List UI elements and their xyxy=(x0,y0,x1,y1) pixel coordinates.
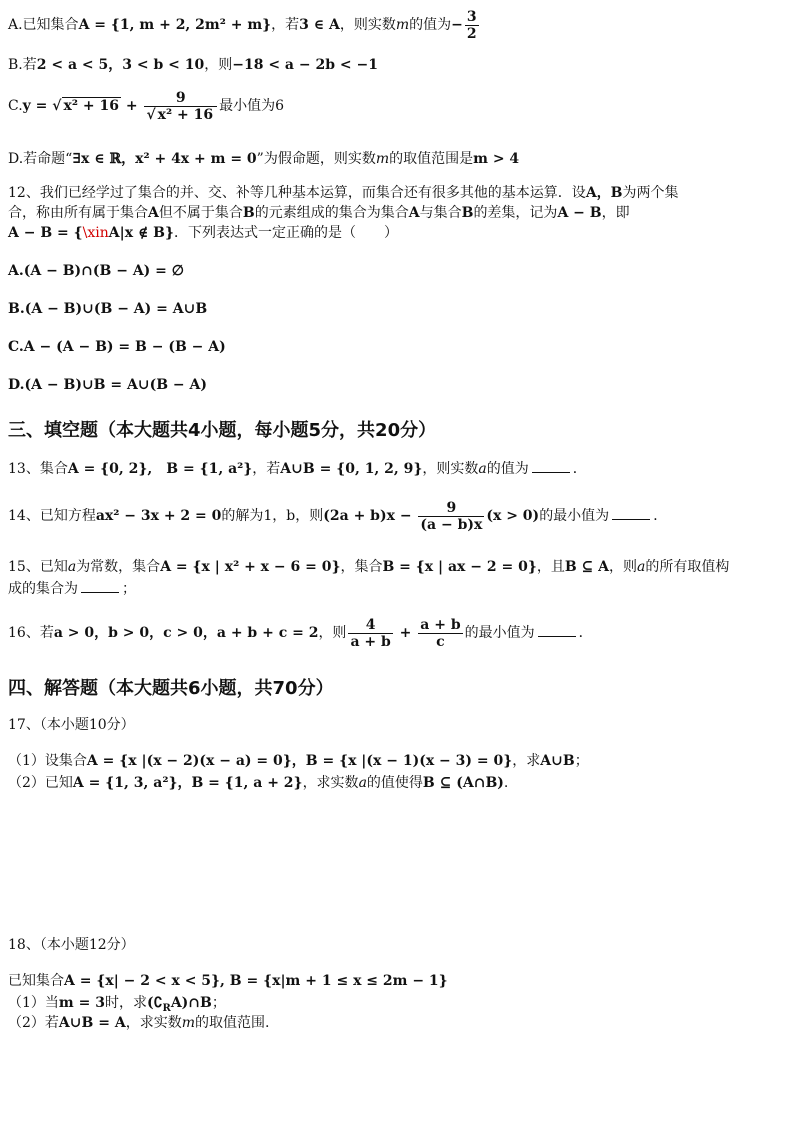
math: a > 0，b > 0，c > 0，a + b + c = 2 xyxy=(53,625,319,641)
text: （1）设集合 xyxy=(8,753,87,769)
numerator: a + b xyxy=(420,616,461,633)
q14 xyxy=(8,494,667,538)
math: B xyxy=(461,205,474,221)
text: （1）当 xyxy=(8,995,59,1011)
math: A xyxy=(148,205,159,221)
q12-line-3 xyxy=(8,224,398,242)
math: A = {x | x² + x − 6 = 0} xyxy=(160,559,341,575)
q12-option-b: B.(A − B)∪(B − A) = A∪B xyxy=(8,301,208,317)
q18-part-2 xyxy=(8,1014,269,1032)
math: m xyxy=(375,151,390,167)
denominator: 2 xyxy=(466,25,477,42)
fraction xyxy=(418,617,462,650)
fraction xyxy=(465,9,479,42)
math: A = {x| − 2 < x < 5}, B = {x|m + 1 ≤ x ≤ 2m − 1} xyxy=(64,973,448,989)
q18-given xyxy=(8,972,448,990)
text: 13、集合 xyxy=(8,461,68,477)
text: 15、已知 xyxy=(8,559,68,575)
numerator: 9 xyxy=(144,90,217,107)
math: 2 < a < 5，3 < b < 10 xyxy=(36,57,205,73)
math: (∁ xyxy=(146,995,163,1011)
math: m > 4 xyxy=(473,151,520,167)
math: ∃x ∈ ℝ，x² + 4x + m = 0 xyxy=(72,151,257,167)
text: 的值为 xyxy=(409,17,452,33)
sqrt-sign: √ xyxy=(52,98,62,114)
math: A = {1, m + 2, 2m² + m} xyxy=(78,17,272,33)
math: B xyxy=(242,205,255,221)
math: −18 < a − 2b < −1 xyxy=(232,57,378,73)
numerator: 4 xyxy=(348,617,392,634)
math: a xyxy=(67,559,77,575)
math: A∪B xyxy=(540,753,575,769)
q16 xyxy=(8,612,593,654)
fraction xyxy=(418,500,484,533)
text: ，且 xyxy=(536,559,565,575)
text: 16、若 xyxy=(8,625,54,641)
denominator: c xyxy=(436,633,445,650)
text: 但不属于集合 xyxy=(158,205,243,221)
q11-option-d xyxy=(8,150,519,168)
math: a xyxy=(637,559,646,575)
text: 的差集，记为 xyxy=(473,205,558,221)
text: ，则 xyxy=(204,57,233,73)
text: 的最小值为 xyxy=(464,625,535,641)
q12-line-2 xyxy=(8,204,630,222)
q12-option-a: A.(A − B)∩(B − A) = ∅ xyxy=(8,263,184,279)
text: 12、我们已经学过了集合的并、交、补等几种基本运算，而集合还有很多其他的基本运算．设 xyxy=(8,185,586,201)
q18-title: 18、（本小题12分） xyxy=(8,937,135,953)
text: . xyxy=(503,775,509,791)
answer-blank xyxy=(81,592,119,593)
text: （2）已知 xyxy=(8,775,73,791)
answer-blank xyxy=(532,472,570,473)
math: y = xyxy=(22,98,53,114)
text: ； xyxy=(211,995,226,1011)
text: 合，称由所有属于集合 xyxy=(8,205,148,221)
q13 xyxy=(8,460,587,478)
q11-option-c xyxy=(8,88,284,124)
text: A.已知集合 xyxy=(8,17,79,33)
math: (x > 0) xyxy=(486,508,540,524)
text: 时，求 xyxy=(104,995,147,1011)
q15-line-1 xyxy=(8,558,729,576)
text: ，则 xyxy=(609,559,638,575)
math: A∪B = A xyxy=(58,1015,126,1031)
latex-error-text: \xin xyxy=(82,225,109,241)
math: + xyxy=(394,625,417,641)
q17-part-2 xyxy=(8,774,508,792)
text: C. xyxy=(8,98,23,114)
text: 的取值范围是 xyxy=(389,151,474,167)
math: A = {x |(x − 2)(x − a) = 0}，B = {x |(x − 1)(x − 3) = 0} xyxy=(86,753,513,769)
text: ，求实数 xyxy=(125,1015,182,1031)
text: D.若命题“ xyxy=(8,151,73,167)
answer-blank xyxy=(538,636,576,637)
math: ax² − 3x + 2 = 0 xyxy=(95,508,222,524)
text: 的解为1，b，则 xyxy=(221,508,324,524)
math: B ⊆ A xyxy=(564,559,610,575)
text: ． xyxy=(653,508,668,524)
answer-blank xyxy=(612,519,650,520)
math: a xyxy=(478,461,487,477)
text: ，则 xyxy=(318,625,347,641)
math: (2a + b)x − xyxy=(323,508,417,524)
text: ； xyxy=(574,753,589,769)
numerator: 9 xyxy=(418,500,484,517)
math: B ⊆ (A∩B) xyxy=(422,775,504,791)
text: 与集合 xyxy=(419,205,462,221)
text: （2）若 xyxy=(8,1015,59,1031)
text: ，求 xyxy=(512,753,541,769)
math: 3 ∈ A xyxy=(299,17,340,33)
math: A = {0, 2}, B = {1, a²} xyxy=(67,461,253,477)
math: A|x ∉ B} xyxy=(108,225,175,241)
q15-line-2 xyxy=(8,580,136,598)
text: 的所有取值构 xyxy=(645,559,730,575)
q11-option-b xyxy=(8,56,378,74)
math: A，B xyxy=(585,185,623,201)
math: A = {1, 3, a²}，B = {1, a + 2} xyxy=(72,775,303,791)
math: A − B xyxy=(557,205,602,221)
section-3-heading: 三、填空题（本大题共4小题，每小题5分，共20分） xyxy=(8,420,437,441)
denominator: (a − b)x xyxy=(420,516,483,533)
math: A xyxy=(408,205,420,221)
math: + xyxy=(120,98,143,114)
text: 的最小值为 xyxy=(539,508,610,524)
math: x² + 16 xyxy=(157,106,214,123)
text: ． xyxy=(572,461,587,477)
text: 14、已知方程 xyxy=(8,508,96,524)
text: ”为假命题，则实数 xyxy=(256,151,376,167)
numerator: 3 xyxy=(466,8,477,25)
text: ，求实数 xyxy=(302,775,359,791)
subscript: R xyxy=(162,1002,171,1014)
text: ； xyxy=(122,581,136,597)
math: A)∩B xyxy=(170,995,212,1011)
fraction xyxy=(144,90,217,123)
text: 已知集合 xyxy=(8,973,64,989)
text: 为两个集 xyxy=(622,185,679,201)
math: A − B = { xyxy=(8,225,83,241)
text: ． xyxy=(578,625,593,641)
q17-part-1 xyxy=(8,752,589,770)
fraction xyxy=(348,617,392,650)
text: 的值为 xyxy=(486,461,529,477)
text: 为常数，集合 xyxy=(76,559,161,575)
text: ，即 xyxy=(601,205,630,221)
text: ，则实数 xyxy=(422,461,479,477)
q17-title: 17、（本小题10分） xyxy=(8,717,135,733)
math: m = 3 xyxy=(58,995,105,1011)
math: − xyxy=(451,17,463,33)
section-4-heading: 四、解答题（本大题共6小题，共70分） xyxy=(8,678,334,699)
text: ，集合 xyxy=(340,559,383,575)
text: 的值使得 xyxy=(366,775,423,791)
text: 的取值范围. xyxy=(194,1015,270,1031)
q12-option-d: D.(A − B)∪B = A∪(B − A) xyxy=(8,377,207,393)
math: A∪B = {0, 1, 2, 9} xyxy=(280,461,423,477)
q11-option-a xyxy=(8,8,481,42)
denominator: a + b xyxy=(350,633,391,650)
text: 的元素组成的集合为集合 xyxy=(254,205,409,221)
math: m xyxy=(181,1015,195,1031)
text: 最小值为6 xyxy=(219,98,285,114)
q12-line-1 xyxy=(8,184,679,202)
math: a xyxy=(358,775,367,791)
text: B.若 xyxy=(8,57,37,73)
denominator: √ x² + 16 xyxy=(146,106,214,123)
text: ，若 xyxy=(252,461,281,477)
text: ．下列表达式一定正确的是（ ） xyxy=(174,225,399,241)
math: x² + 16 xyxy=(63,98,119,114)
text: ，则实数 xyxy=(339,17,396,33)
math: B = {x | ax − 2 = 0} xyxy=(382,559,537,575)
q12-option-c: C.A − (A − B) = B − (B − A) xyxy=(8,339,226,355)
text: 成的集合为 xyxy=(8,581,78,597)
math: m xyxy=(395,17,410,33)
text: ，若 xyxy=(271,17,300,33)
